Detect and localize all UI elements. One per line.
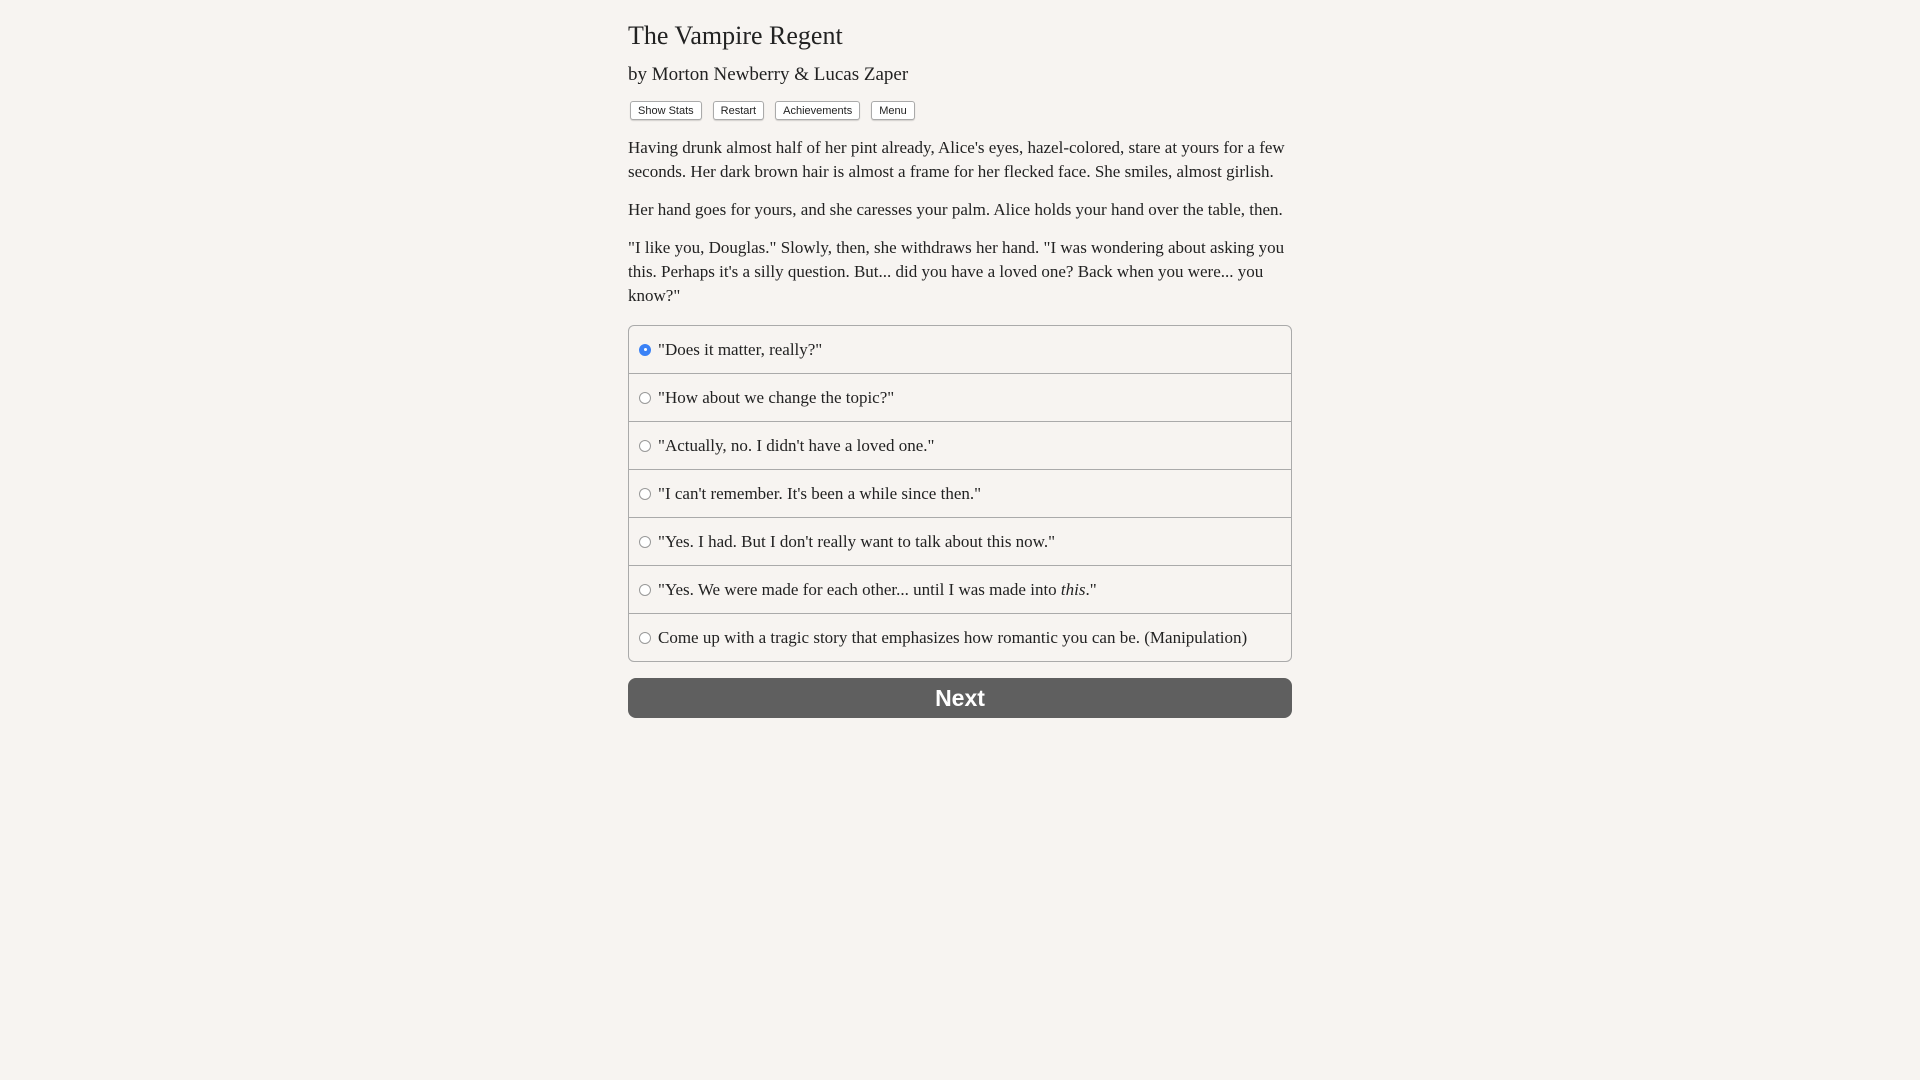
choice-text: "Yes. We were made for each other... until I was made into <box>658 579 1061 599</box>
game-container <box>628 0 1292 718</box>
choice-option[interactable] <box>629 469 1291 517</box>
radio-icon[interactable] <box>639 440 651 452</box>
choice-label: "Yes. I had. But I don't really want to talk about this now." <box>658 531 1056 551</box>
restart-button[interactable]: Restart <box>713 101 764 120</box>
toolbar <box>628 101 1292 120</box>
choice-emphasis: this <box>1060 579 1086 599</box>
choice-option[interactable] <box>629 326 1291 373</box>
radio-selected-icon[interactable] <box>639 344 651 356</box>
choice-label: Come up with a tragic story that emphasizes how romantic you can be. (Manipulation) <box>658 627 1248 647</box>
choice-label: "Does it matter, really?" <box>658 339 823 359</box>
radio-icon[interactable] <box>639 488 651 500</box>
choice-text: ." <box>1085 579 1097 599</box>
radio-icon[interactable] <box>639 584 651 596</box>
story-paragraph: Having drunk almost half of her pint already, Alice's eyes, hazel-colored, stare at yours for a few seconds. Her dark brown hair is almost a frame for her flecked face. She smiles, almost girlish. <box>628 138 1285 181</box>
choice-option[interactable] <box>629 613 1291 661</box>
radio-icon[interactable] <box>639 392 651 404</box>
choice-label <box>658 580 1097 600</box>
achievements-button[interactable]: Achievements <box>775 101 860 120</box>
menu-button[interactable]: Menu <box>871 101 915 120</box>
radio-icon[interactable] <box>639 536 651 548</box>
story-paragraph: Her hand goes for yours, and she caresses your palm. Alice holds your hand over the table, then. <box>628 200 1283 219</box>
choice-option[interactable] <box>629 373 1291 421</box>
next-button[interactable]: Next <box>628 678 1292 718</box>
radio-icon[interactable] <box>639 632 651 644</box>
show-stats-button[interactable]: Show Stats <box>630 101 702 120</box>
choice-label: "I can't remember. It's been a while since then." <box>658 483 982 503</box>
choice-option[interactable] <box>629 421 1291 469</box>
author-byline: by Morton Newberry & Lucas Zaper <box>628 64 909 85</box>
story-paragraph: "I like you, Douglas." Slowly, then, she withdraws her hand. "I was wondering about asking you this. Perhaps it's a silly question. But... did you have a loved one? Back when you were... you know?" <box>628 238 1285 305</box>
choice-option[interactable] <box>629 517 1291 565</box>
choice-list <box>628 325 1292 662</box>
choice-label: "How about we change the topic?" <box>658 387 895 407</box>
choice-label: "Actually, no. I didn't have a loved one." <box>658 435 935 455</box>
game-title: The Vampire Regent <box>628 21 843 50</box>
choice-option[interactable] <box>629 565 1291 613</box>
